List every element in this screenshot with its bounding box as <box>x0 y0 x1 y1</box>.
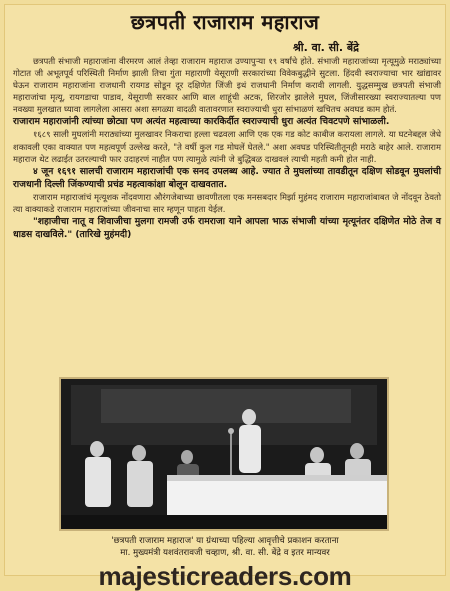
event-photograph <box>59 377 389 531</box>
paragraph-highlight: राजाराम महाराजांनी त्यांच्या छोट्या पण अत्यंत महत्वाच्या कारकिर्दीत स्वराज्याची धुरा अत्यंत चिवटपणे सांभाळली. <box>13 116 390 128</box>
page-title: छत्रपती राजाराम महाराज <box>130 10 320 34</box>
event-photograph-illustration <box>61 379 387 529</box>
paragraph-quote: "शहाजीचा नातू व शिवाजीचा मुलगा रामजी उर्फ रामराजा याने आपला भाऊ संभाजी यांच्या मृत्यूनंतर दक्षिणेत मोठे तेज व धाडस दाखविले." (तारिखे मुहंमदी) <box>13 215 441 240</box>
author-name: श्री. वा. सी. बेंद्रे <box>292 41 359 54</box>
paragraph-mirza: राजाराम महाराजांचं मृत्यूशक नोंदवणारा औरंगजेबाच्या छावणीतला एक मनसबदार मिर्झा मुहंमद राजाराम महाराजांबाबत जे नोंदवून ठेवतो त्या वाक्याकडे राजाराम महाराजांच्या जीवनाचा सार म्हणून पाहता येईल. <box>13 191 441 214</box>
photo-caption <box>5 535 445 559</box>
caption-line-1: 'छत्रपती राजाराम महाराज' या ग्रंथाच्या पहिल्या आवृत्तीचे प्रकाशन करताना <box>111 536 339 546</box>
paragraph-sanad: ४ जून १६९१ सालची राजाराम महाराजांची एक सनद उपलब्ध आहे. ज्यात ते मुघलांच्या तावडीतून दक्षिण सोडवून मुघलांची राजधानी दिल्ली जिंकण्याची प्रचंड महत्वाकांक्षा बोलून दाखवतात. <box>13 165 441 190</box>
caption-line-2: मा. मुख्यमंत्री यशवंतरावजी चव्हाण, श्री. वा. सी. बेंद्रे व इतर मान्यवर <box>120 548 330 558</box>
site-watermark: majesticreaders.com <box>98 561 352 591</box>
paragraph-intro: छत्रपती संभाजी महाराजांना वीरमरण आलं तेव्हा राजाराम महाराज उण्यापुऱ्या १९ वर्षांचे होते. संभाजी महाराजांच्या मृत्यूमुळे मराठ्यांच्या गोटात जी अभूतपूर्व परिस्थिती निर्माण झाली तिचा गुंता महाराणी येसूराणी सरकारांच्या विवेकबुद्धीने सुटला. हिंदवी स्वराज्याचा भार खांद्यावर घेऊन राजाराम महाराजांना राजधानी रायगड सोडून दूर दक्षिणेत जिंजी इथं राजधानी निर्माण करावी लागली. युद्धसम्मुख छत्रपती संभाजी महाराजांचा मृत्यू, रायगडाचा पाडाव, येसूराणी सरकार आणि बाल शाहूंची अटक, शिरजोर झालेले मुघल, जिंजीसारख्या स्वराज्यातल्या पण नवख्या मुलखात घ्यावा लागलेला आसरा अशा सगळ्या वादळी वातावरणात स्वराज्याची धुरा सांभाळणं खचितच अवघड काम होतं. <box>13 56 441 115</box>
page <box>4 4 446 591</box>
paragraph-1689: १६८९ साली मुघलांनी मराठ्यांच्या मुलखावर निकराचा हल्ला चढवला आणि एक एक गड कोट काबीज करायला लागले. या घटनेबद्दल जेधे शकावली एका वाक्यात पण महत्वपूर्ण उल्लेख करते, "ते वर्षी कुल गड मोघलें घेतले." अशा अवघड परिस्थितीतूनही मराठे बाहेर आले. राजाराम महाराज थेट लढाईत उतरल्याची फार उदाहरणं नाहीत पण त्यामुळे त्यांनी जे बुद्धिबळ दाखवलं त्याची महती कमी होत नाही. <box>13 129 441 164</box>
article-body <box>13 55 441 241</box>
